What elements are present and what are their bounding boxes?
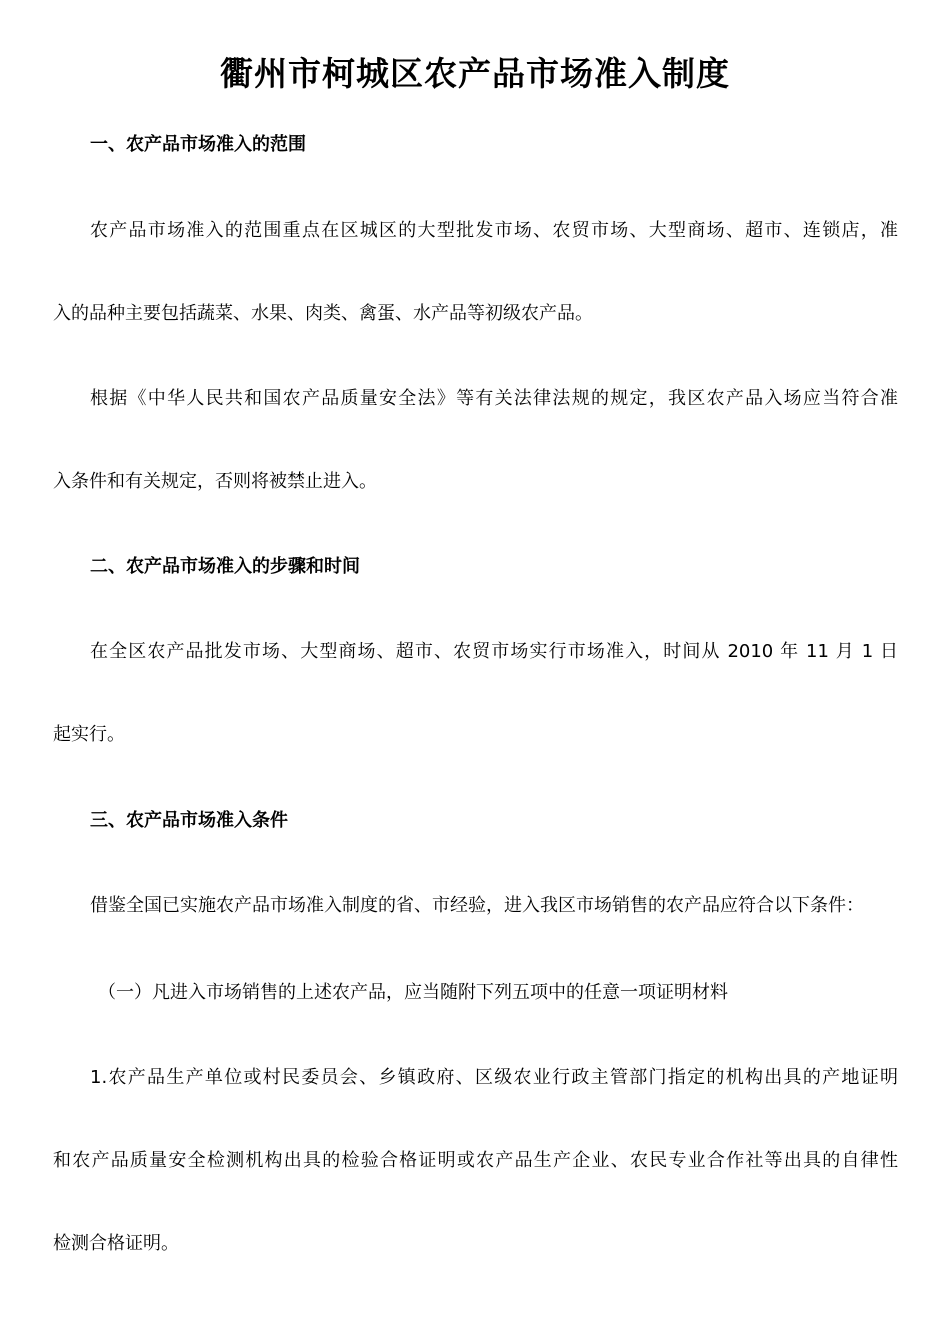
section-heading-steps: 二、农产品市场准入的步骤和时间 [90, 556, 360, 577]
section-heading-scope: 一、农产品市场准入的范围 [90, 134, 306, 155]
section-heading-conditions: 三、农产品市场准入条件 [90, 810, 288, 831]
paragraph-line: 农产品市场准入的范围重点在区城区的大型批发市场、农贸市场、大型商场、超市、连锁店，准 [90, 220, 898, 241]
paragraph-line: 入的品种主要包括蔬菜、水果、肉类、禽蛋、水产品等初级农产品。 [53, 303, 593, 324]
paragraph-line: 根据《中华人民共和国农产品质量安全法》等有关法律法规的规定，我区农产品入场应当符合准 [90, 388, 898, 409]
paragraph-line: 1.农产品生产单位或村民委员会、乡镇政府、区级农业行政主管部门指定的机构出具的产地证明 [90, 1067, 898, 1088]
paragraph-line: 检测合格证明。 [53, 1233, 179, 1254]
document-title: 衢州市柯城区农产品市场准入制度 [220, 54, 730, 93]
paragraph-line: （一）凡进入市场销售的上述农产品，应当随附下列五项中的任意一项证明材料 [98, 982, 728, 1003]
paragraph-line: 入条件和有关规定，否则将被禁止进入。 [53, 471, 377, 492]
paragraph-line: 在全区农产品批发市场、大型商场、超市、农贸市场实行市场准入，时间从 2010 年 11 月 1 日 [90, 641, 898, 662]
paragraph-line: 借鉴全国已实施农产品市场准入制度的省、市经验，进入我区市场销售的农产品应符合以下条件： [90, 895, 864, 916]
paragraph-line: 起实行。 [53, 724, 125, 745]
paragraph-line: 和农产品质量安全检测机构出具的检验合格证明或农产品生产企业、农民专业合作社等出具的自律性 [53, 1150, 898, 1171]
